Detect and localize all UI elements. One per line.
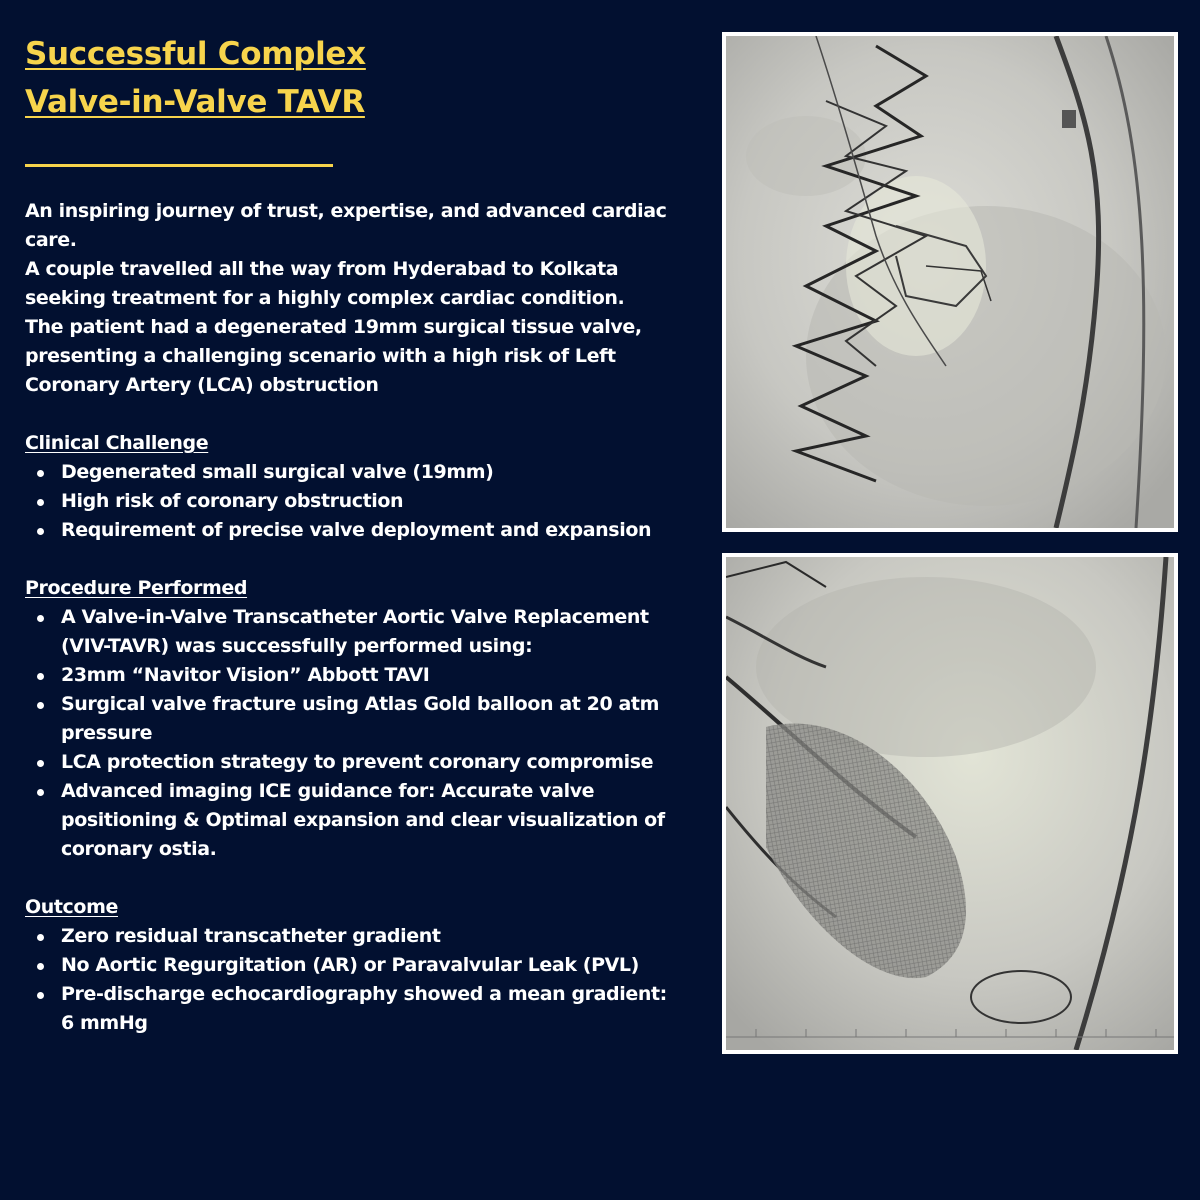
bullet-dot-icon xyxy=(37,499,44,506)
bullet-item xyxy=(25,690,675,748)
bullet-text: 23mm “Navitor Vision” Abbott TAVI xyxy=(61,664,430,686)
section-clinical-challenge xyxy=(25,429,675,545)
page-title xyxy=(25,30,675,126)
fluoroscopy-image-bottom-graphic xyxy=(726,557,1174,1050)
bullet-item xyxy=(25,980,675,1038)
bullet-text: LCA protection strategy to prevent coronary compromise xyxy=(61,751,654,773)
bullet-dot-icon xyxy=(37,992,44,999)
title-line-1: Successful Complex xyxy=(25,36,366,72)
bullet-list xyxy=(25,458,675,545)
bullet-dot-icon xyxy=(37,528,44,535)
intro-text xyxy=(25,197,675,400)
section-procedure-performed xyxy=(25,574,675,864)
bullet-item xyxy=(25,487,675,516)
bullet-item xyxy=(25,951,675,980)
bullet-item xyxy=(25,603,675,661)
bullet-text: No Aortic Regurgitation (AR) or Paravalvular Leak (PVL) xyxy=(61,954,639,976)
bullet-item xyxy=(25,748,675,777)
bullet-dot-icon xyxy=(37,702,44,709)
bullet-item xyxy=(25,777,675,864)
bullet-item xyxy=(25,922,675,951)
bullet-item xyxy=(25,661,675,690)
section-heading: Procedure Performed xyxy=(25,577,248,599)
bullet-item xyxy=(25,516,675,545)
section-heading: Clinical Challenge xyxy=(25,432,209,454)
bullet-item xyxy=(25,458,675,487)
bullet-dot-icon xyxy=(37,615,44,622)
bullet-dot-icon xyxy=(37,470,44,477)
bullet-text: Surgical valve fracture using Atlas Gold balloon at 20 atm pressure xyxy=(61,693,659,744)
bullet-dot-icon xyxy=(37,789,44,796)
section-heading: Outcome xyxy=(25,896,118,918)
content-column xyxy=(25,30,675,1038)
bullet-list xyxy=(25,922,675,1038)
bullet-dot-icon xyxy=(37,673,44,680)
bullet-text: Degenerated small surgical valve (19mm) xyxy=(61,461,494,483)
bullet-dot-icon xyxy=(37,760,44,767)
section-outcome xyxy=(25,893,675,1038)
bullet-dot-icon xyxy=(37,963,44,970)
bullet-list xyxy=(25,603,675,864)
intro-paragraph-3: The patient had a degenerated 19mm surgical tissue valve, presenting a challenging scenario with a high risk of Left Coronary Artery (LCA) obstruction xyxy=(25,316,642,396)
bullet-text: Pre-discharge echocardiography showed a mean gradient: 6 mmHg xyxy=(61,983,667,1034)
fluoroscopy-image-top-graphic xyxy=(726,36,1174,528)
bullet-text: A Valve-in-Valve Transcatheter Aortic Valve Replacement (VIV-TAVR) was successfully performed using: xyxy=(61,606,649,657)
title-line-2: Valve-in-Valve TAVR xyxy=(25,84,365,120)
fluoroscopy-image-post-deployment xyxy=(722,553,1178,1054)
title-divider xyxy=(25,164,333,167)
bullet-text: Advanced imaging ICE guidance for: Accurate valve positioning & Optimal expansion and clear visualization of coronary ostia. xyxy=(61,780,665,860)
intro-paragraph-1: An inspiring journey of trust, expertise, and advanced cardiac care. xyxy=(25,200,667,251)
fluoroscopy-image-pre-deployment xyxy=(722,32,1178,532)
intro-paragraph-2: A couple travelled all the way from Hyderabad to Kolkata seeking treatment for a highly complex cardiac condition. xyxy=(25,258,625,309)
bullet-text: Requirement of precise valve deployment and expansion xyxy=(61,519,652,541)
bullet-dot-icon xyxy=(37,934,44,941)
bullet-text: Zero residual transcatheter gradient xyxy=(61,925,441,947)
bullet-text: High risk of coronary obstruction xyxy=(61,490,404,512)
